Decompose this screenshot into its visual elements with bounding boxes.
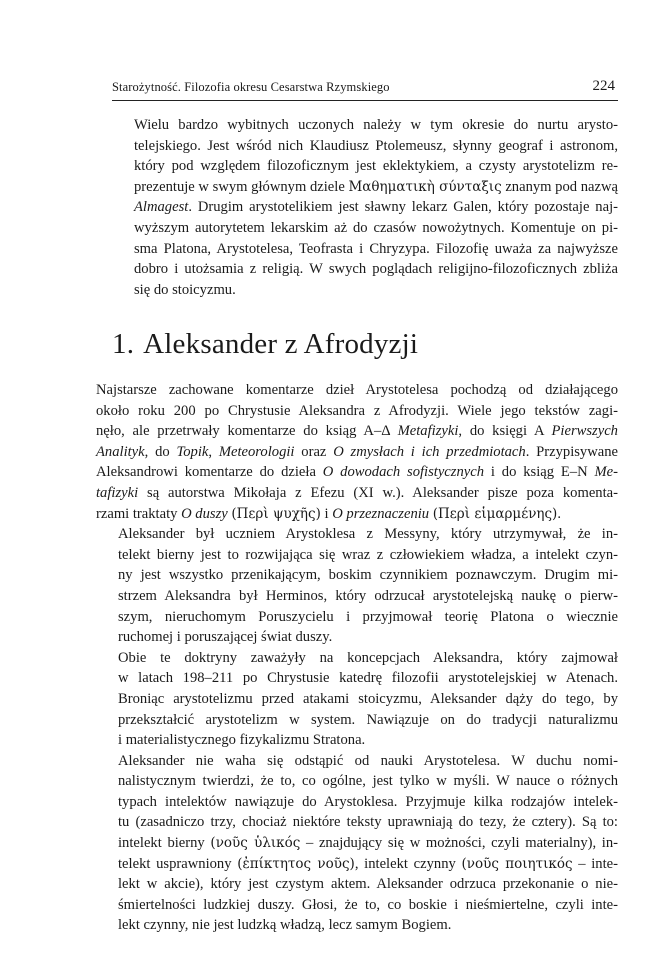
text-line: Aleksander był uczniem Arystoklesa z Messyny, który utrzymywał, że in-: [118, 526, 618, 543]
text-line: tu (zasadniczo trzy, chociaż niektóre teksty uprawniają do tezy, że cztery). Są to:: [118, 814, 618, 831]
text-fragment: i do ksiąg E–N: [490, 464, 588, 481]
text-line: ny jest wszystko przenikającym, boskim czynnikiem poznawczym. Drugim mi-: [118, 567, 618, 584]
intro-text-block: [112, 115, 618, 300]
work-title: Meteorologii: [218, 443, 295, 460]
text-line: [96, 421, 618, 442]
text-line: Obie te doktryny zaważyły na koncepcjach Aleksandra, który zajmował: [118, 649, 618, 666]
text-line: szym, nieruchomym Poruszycielu i przyjmował teorię Platona o wiecznie: [118, 608, 618, 625]
text-line: [112, 197, 618, 218]
text-line: [96, 833, 618, 854]
text-fragment: i: [324, 505, 329, 522]
text-fragment: rzami traktaty: [96, 505, 178, 522]
text-line: w latach 198–211 po Chrystusie katedrę filozofii arystotelejskiej w Atenach.: [118, 670, 618, 687]
text-fragment: oraz: [301, 443, 327, 460]
text-line: sma Platona, Arystotelesa, Teofrasta i Chryzypa. Filozofię uważa za najwyższe: [134, 240, 618, 257]
paragraph: [96, 524, 618, 648]
text-line: nalistycznym twierdzi, że to, co ogólne, jest tylko w myśli. W nauce o różnych: [118, 773, 618, 790]
page-number: 224: [592, 78, 615, 94]
text-fragment: , intelekt czynny: [354, 855, 456, 872]
text-line: typach intelektów nawiązuje do Arystoklesa. Przyjmuje kilka rodzajów intelek-: [118, 793, 618, 810]
text-line: Broniąc arystotelizmu przed atakami stoicyzmu, Aleksander dąży do tego, by: [118, 690, 618, 707]
text-fragment: . Przypisywane: [525, 443, 619, 460]
greek-term: (νοῦς ὑλικός: [210, 835, 301, 852]
work-title: Me-: [594, 464, 618, 481]
text-fragment: – znajdujący się w możności, czyli materialny), in-: [305, 835, 619, 852]
running-head-title: Starożytność. Filozofia okresu Cesarstwa Rzymskiego: [112, 80, 390, 94]
work-title: Analityk: [96, 443, 145, 460]
paragraph: [96, 648, 618, 751]
text-line: telekt bierny jest to rozwijająca się wraz z człowiekiem władza, a intelekt czyn-: [118, 546, 618, 563]
text-line: który pod względem filozoficznym jest eklektykiem, a czysty arystotelizm re-: [134, 158, 618, 175]
text-fragment: intelekt bierny: [118, 835, 205, 852]
greek-term: (νοῦς ποιητικός: [461, 855, 573, 872]
text-line: [96, 854, 618, 875]
chapter-text-block: [96, 380, 618, 936]
greek-term: (ἐπίκτητος νοῦς): [237, 855, 355, 872]
work-title: O duszy: [181, 505, 228, 522]
text-line: przekształcić arystotelizm w system. Nawiązuje on do tradycji naturalizmu: [118, 711, 618, 728]
text-line: [112, 177, 618, 198]
text-fragment: , do: [144, 443, 170, 460]
work-title: Topik: [176, 443, 209, 460]
text-fragment: nęło, ale przetrwały komentarze do ksiąg A–Δ: [96, 423, 390, 440]
text-fragment: , do księgi A: [458, 423, 544, 440]
text-line: [96, 462, 618, 483]
text-fragment: .: [557, 505, 561, 522]
text-line: [96, 442, 618, 463]
text-fragment: znanym pod nazwą: [505, 178, 618, 195]
text-line: ruchomej i poruszającej świat duszy.: [118, 629, 333, 646]
text-fragment: Aleksandrowi komentarze do dzieła: [96, 464, 316, 481]
work-title: Almagest: [134, 199, 189, 216]
text-line: Wielu bardzo wybitnych uczonych należy w tym okresie do nurtu arysto-: [134, 117, 618, 133]
text-line: wyższym autorytetem lekarskim aż do czasów nowożytnych. Komentuje on pi-: [134, 219, 618, 236]
text-line: lekt w akcie), który jest czystym aktem. Aleksander odrzuca przekonanie o nie-: [118, 876, 618, 893]
work-title: O dowodach sofistycznych: [322, 464, 485, 481]
text-line: około roku 200 po Chrystusie Aleksandra z Afrodyzji. Wiele jego tekstów zagi-: [96, 402, 618, 419]
chapter-heading: [112, 328, 418, 361]
text-line: dobro i utożsamia z religią. W swych poglądach religijno-filozoficznych zbliża: [134, 261, 618, 278]
intro-paragraph: [112, 115, 618, 300]
chapter-title: Aleksander z Afrodyzji: [143, 328, 419, 360]
text-line: strzem Aleksandra był Herminos, który odrzucał arystotelejską naukę o pierw-: [118, 587, 618, 604]
greek-title: (Περὶ ψυχῆς): [231, 505, 321, 522]
text-fragment: ,: [208, 443, 213, 460]
text-line: [96, 504, 618, 525]
text-fragment: – inte-: [578, 855, 618, 872]
chapter-number: 1.: [112, 328, 135, 360]
text-line: telejskiego. Jest wśród nich Klaudiusz Ptolemeusz, słynny geograf i astronom,: [134, 137, 618, 154]
greek-title: Μαθηματικὴ σύνταξις: [348, 178, 502, 195]
paragraph: [96, 751, 618, 936]
running-head: [112, 78, 618, 101]
work-title: Pierwszych: [551, 423, 618, 440]
text-fragment: są autorstwa Mikołaja z Efezu (XI w.). Aleksander pisze poza komenta-: [147, 484, 618, 501]
work-title: Metafizyki: [397, 423, 459, 440]
text-fragment: telekt usprawniony: [118, 855, 232, 872]
text-line: [96, 483, 618, 504]
greek-title: (Περὶ εἱμαρμένης): [432, 505, 558, 522]
work-title: O przeznaczeniu: [332, 505, 430, 522]
text-line: się do stoicyzmu.: [134, 281, 236, 298]
text-line: Aleksander nie waha się odstąpić od nauki Arystotelesa. W duchu nomi-: [118, 752, 618, 769]
text-line: śmiertelności ludzkiej duszy. Głosi, że to, co boskie i nieśmiertelne, czyli inte-: [118, 896, 618, 913]
work-title: tafizyki: [96, 484, 139, 501]
text-line: i materialistycznego fizykalizmu Stratona.: [118, 732, 366, 749]
text-fragment: prezentuje w swym głównym dziele: [134, 178, 345, 195]
paragraph: [96, 380, 618, 524]
text-line: lekt czynny, nie jest ludzką władzą, lecz samym Bogiem.: [118, 917, 452, 934]
text-fragment: . Drugim arystotelikiem jest sławny lekarz Galen, który pozostaje naj-: [188, 199, 618, 216]
work-title: O zmysłach i ich przedmiotach: [333, 443, 526, 460]
text-line: Najstarsze zachowane komentarze dzieł Arystotelesa pochodzą od działającego: [96, 382, 618, 398]
